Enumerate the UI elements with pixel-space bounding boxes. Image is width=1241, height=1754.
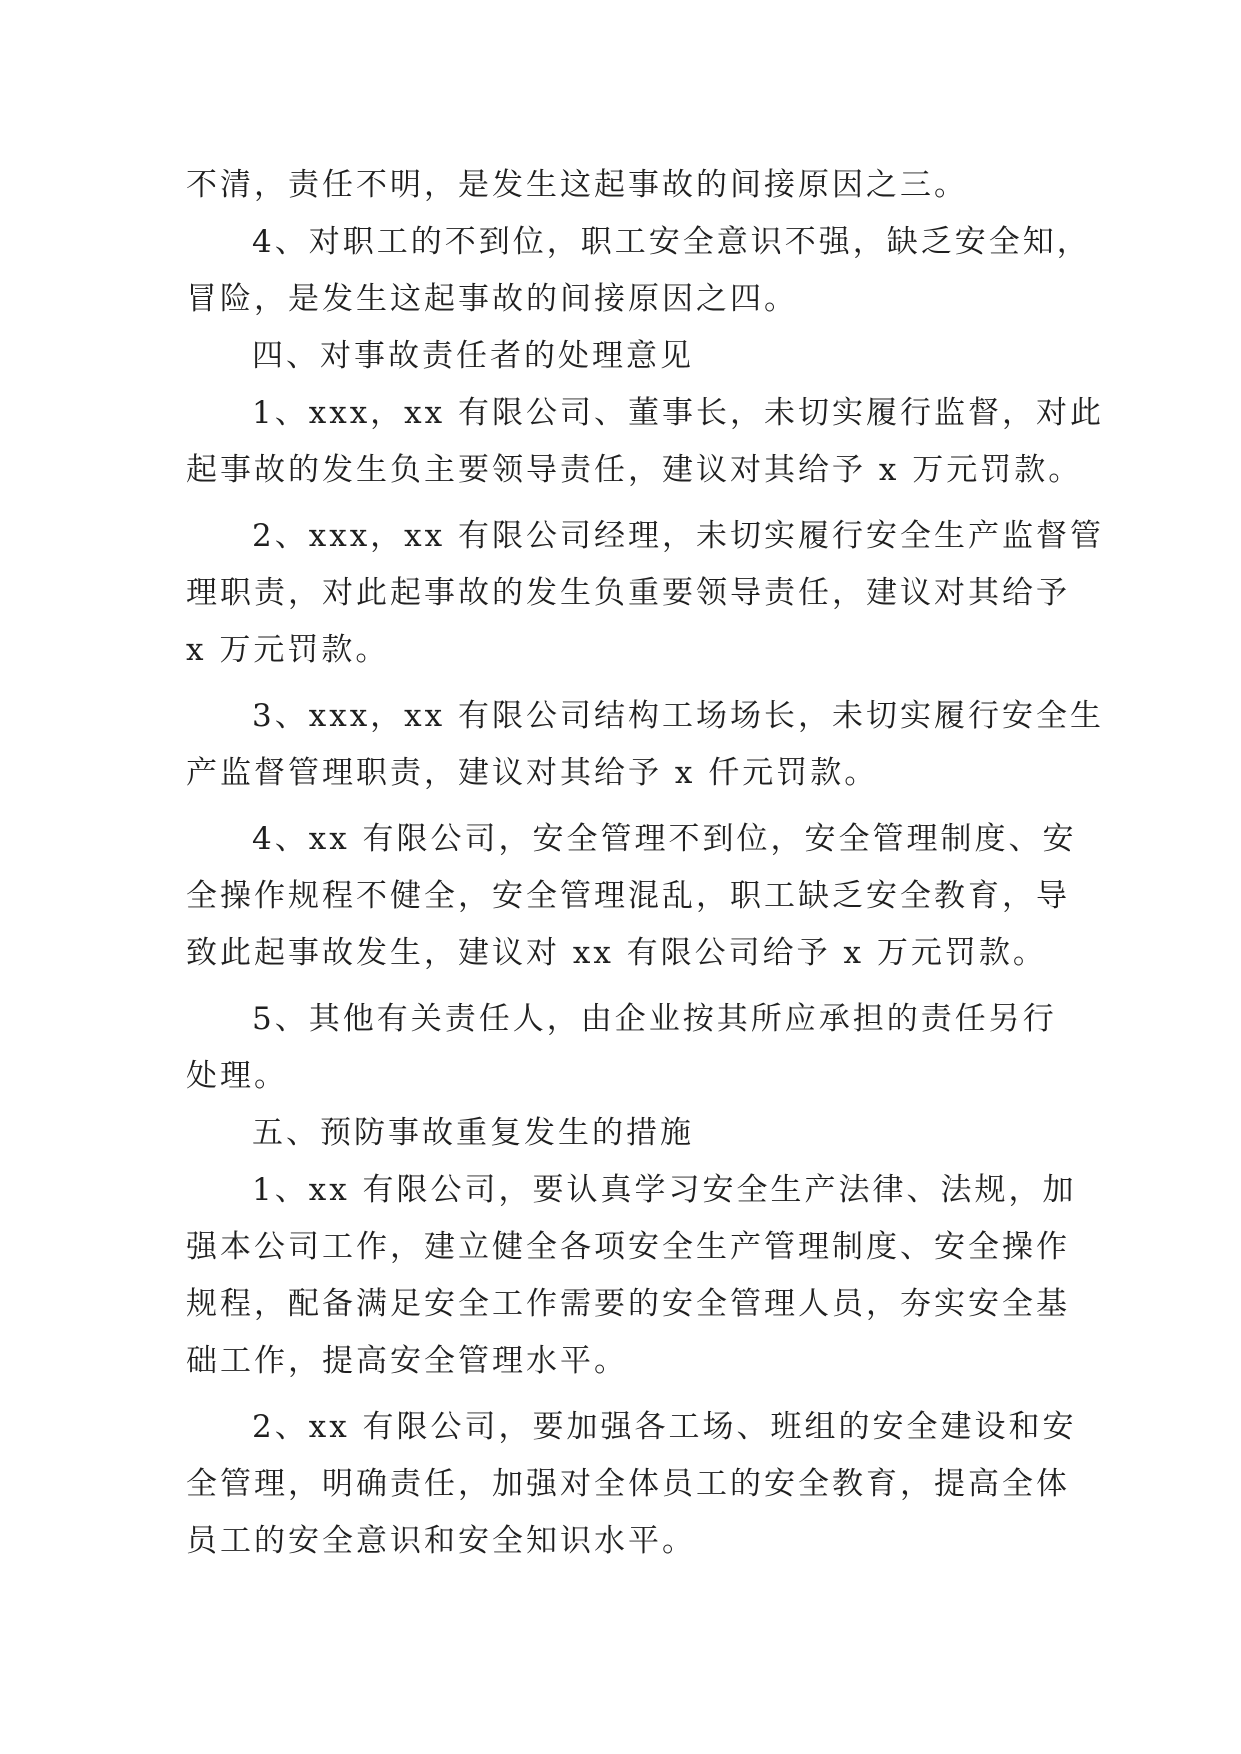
text-line: 1、xxx，xx 有限公司、董事长，未切实履行监督，对此 <box>252 395 1104 431</box>
text-line: 3、xxx，xx 有限公司结构工场场长，未切实履行安全生 <box>252 698 1104 734</box>
text-line: 起事故的发生负主要领导责任，建议对其给予 x 万元罚款。 <box>186 452 1083 488</box>
text-line: 2、xx 有限公司，要加强各工场、班组的安全建设和安 <box>252 1409 1077 1445</box>
text-line: 全操作规程不健全，安全管理混乱，职工缺乏安全教育，导 <box>186 878 1070 914</box>
text-line: 4、对职工的不到位，职工安全意识不强，缺乏安全知， <box>252 224 1091 260</box>
section-heading: 五、预防事故重复发生的措施 <box>252 1115 694 1151</box>
text-line: 致此起事故发生，建议对 xx 有限公司给予 x 万元罚款。 <box>186 935 1047 971</box>
text-line: 强本公司工作，建立健全各项安全生产管理制度、安全操作 <box>186 1229 1070 1265</box>
text-line: 础工作，提高安全管理水平。 <box>186 1343 628 1379</box>
text-line: 规程，配备满足安全工作需要的安全管理人员，夯实安全基 <box>186 1286 1070 1322</box>
text-line: 1、xx 有限公司，要认真学习安全生产法律、法规，加 <box>252 1172 1077 1208</box>
text-line: 员工的安全意识和安全知识水平。 <box>186 1523 696 1559</box>
text-line: 5、其他有关责任人，由企业按其所应承担的责任另行 <box>252 1001 1057 1037</box>
text-line: 冒险，是发生这起事故的间接原因之四。 <box>186 281 798 317</box>
text-line: 4、xx 有限公司，安全管理不到位，安全管理制度、安 <box>252 821 1077 857</box>
text-line: 全管理，明确责任，加强对全体员工的安全教育，提高全体 <box>186 1466 1070 1502</box>
text-line: 不清，责任不明，是发生这起事故的间接原因之三。 <box>186 167 968 203</box>
text-line: 理职责，对此起事故的发生负重要领导责任，建议对其给予 <box>186 575 1070 611</box>
text-line: 产监督管理职责，建议对其给予 x 仟元罚款。 <box>186 755 879 791</box>
text-line: 2、xxx，xx 有限公司经理，未切实履行安全生产监督管 <box>252 518 1104 554</box>
text-line: x 万元罚款。 <box>186 632 390 668</box>
section-heading: 四、对事故责任者的处理意见 <box>252 338 694 374</box>
text-line: 处理。 <box>186 1058 288 1094</box>
